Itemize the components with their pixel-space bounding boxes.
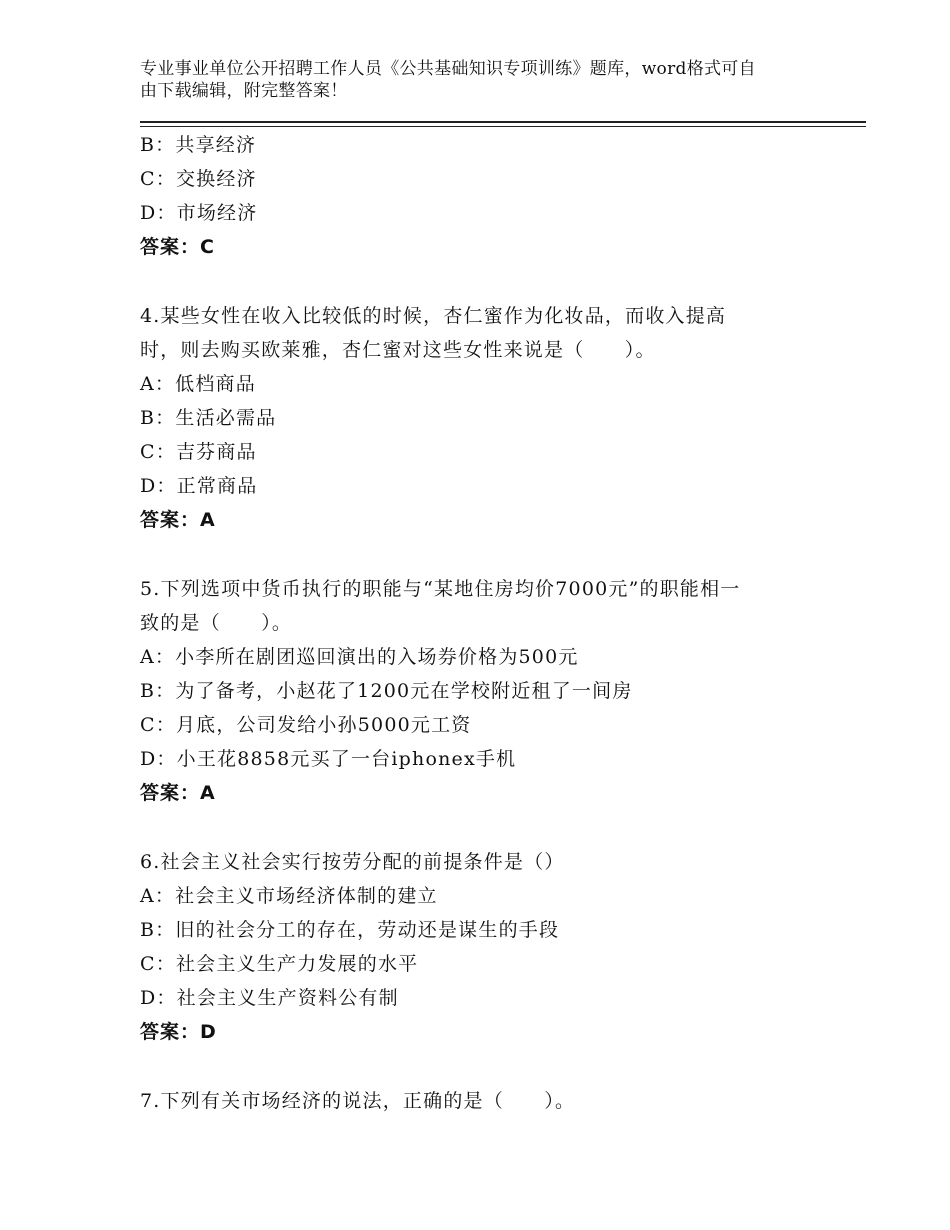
header-line-1: 专业事业单位公开招聘工作人员《公共基础知识专项训练》题库，word格式可自 [140, 59, 756, 79]
question-5-option-c: C：月底，公司发给小孙5000元工资 [140, 714, 472, 736]
question-3-option-b: B：共享经济 [140, 134, 257, 156]
spacer [140, 264, 840, 299]
question-4 [140, 299, 840, 537]
question-4-stem-line-1: 4.某些女性在收入比较低的时候，杏仁蜜作为化妆品，而收入提高 [140, 305, 727, 327]
question-list [140, 128, 840, 1118]
question-3-option-d: D：市场经济 [140, 202, 258, 224]
question-6 [140, 845, 840, 1049]
question-7 [140, 1084, 840, 1118]
question-4-stem-line-2: 时，则去购买欧莱雅，杏仁蜜对这些女性来说是（ ）。 [140, 339, 656, 361]
question-4-option-b: B：生活必需品 [140, 407, 277, 429]
question-6-option-c: C：社会主义生产力发展的水平 [140, 953, 419, 975]
page-header [140, 58, 840, 102]
spacer [140, 537, 840, 572]
spacer [140, 1049, 840, 1084]
header-line-2: 由下载编辑，附完整答案！ [140, 81, 348, 101]
header-rule-thin [140, 126, 866, 127]
question-5-option-d: D：小王花8858元买了一台iphonex手机 [140, 748, 517, 770]
question-6-option-b: B：旧的社会分工的存在，劳动还是谋生的手段 [140, 919, 560, 941]
header-rule-thick [140, 121, 866, 123]
question-7-stem-line-1: 7.下列有关市场经济的说法，正确的是（ ）。 [140, 1090, 576, 1112]
question-4-option-d: D：正常商品 [140, 475, 258, 497]
spacer [140, 810, 840, 845]
question-6-stem-line-1: 6.社会主义社会实行按劳分配的前提条件是（） [140, 851, 565, 873]
question-6-option-a: A：社会主义市场经济体制的建立 [140, 885, 438, 907]
question-5-stem-line-1: 5.下列选项中货币执行的职能与“某地住房均价7000元”的职能相一 [140, 578, 741, 600]
question-3-option-c: C：交换经济 [140, 168, 257, 190]
question-5-stem-line-2: 致的是（ ）。 [140, 612, 293, 634]
question-6-answer: 答案：D [140, 1021, 217, 1043]
question-5-option-a: A：小李所在剧团巡回演出的入场券价格为500元 [140, 646, 579, 668]
question-6-option-d: D：社会主义生产资料公有制 [140, 987, 399, 1009]
question-5-answer: 答案：A [140, 782, 216, 804]
question-5 [140, 572, 840, 810]
question-5-option-b: B：为了备考，小赵花了1200元在学校附近租了一间房 [140, 680, 633, 702]
question-4-option-a: A：低档商品 [140, 373, 256, 395]
question-4-answer: 答案：A [140, 509, 216, 531]
question-3 [140, 128, 840, 264]
question-4-option-c: C：吉芬商品 [140, 441, 257, 463]
question-3-answer: 答案：C [140, 236, 215, 258]
